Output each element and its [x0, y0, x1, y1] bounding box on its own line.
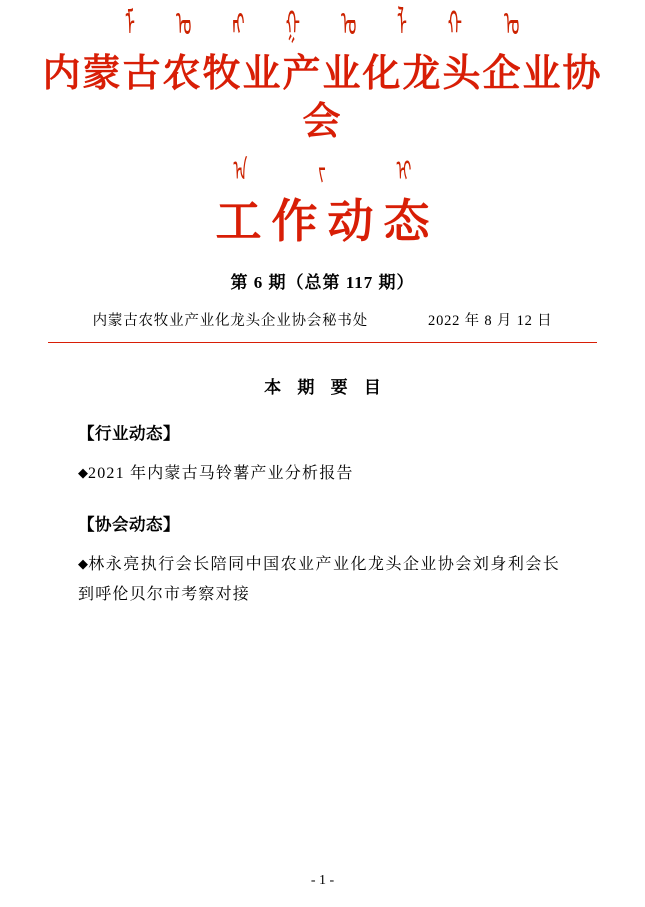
mongolian-script-header [30, 0, 615, 43]
mongolian-glyph: ᠣ [175, 5, 192, 43]
mongolian-glyph: ᠤ [503, 5, 519, 43]
publication-date: 2022 年 8 月 12 日 [428, 313, 553, 329]
mongolian-glyph: ᠬ [447, 5, 463, 43]
section-heading-association: 【协会动态】 [78, 515, 180, 534]
page-number: - 1 - [310, 873, 335, 888]
mongolian-glyph: ᠵ [318, 156, 326, 188]
bullet-icon: ◆ [78, 465, 88, 480]
contents-entry[interactable] [30, 458, 615, 489]
mongolian-glyph: ᠠ [233, 156, 248, 188]
bullet-icon: ◆ [78, 556, 89, 571]
bulletin-title: 工作动态 [215, 196, 440, 247]
section-heading-industry: 【行业动态】 [78, 424, 180, 443]
mongolian-glyph: ᠤ [341, 5, 357, 43]
contents-title: 本 期 要 目 [264, 378, 387, 397]
mongolian-glyph: ᠢ [396, 156, 412, 188]
mongolian-glyph: ᠯ [397, 5, 408, 43]
publication-info [30, 309, 615, 330]
mongolian-script-subheader [30, 156, 615, 188]
mongolian-glyph: ᠩ [232, 5, 245, 43]
contents-entry-text: 2021 年内蒙古马铃薯产业分析报告 [88, 465, 354, 482]
contents-entry[interactable] [30, 549, 615, 610]
publisher-name: 内蒙古农牧业产业化龙头企业协会秘书处 [92, 313, 369, 329]
organization-title: 内蒙古农牧业产业化龙头企业协会 [42, 53, 603, 143]
mongolian-glyph: ᠮ [124, 5, 135, 43]
divider-rule [48, 342, 597, 343]
mongolian-glyph: ᠭ [285, 5, 300, 43]
contents-entry-text: 林永亮执行会长陪同中国农业产业化龙头企业协会刘身利会长到呼伦贝尔市考察对接 [78, 556, 560, 603]
issue-number: 第 6 期（总第 117 期） [230, 273, 415, 292]
